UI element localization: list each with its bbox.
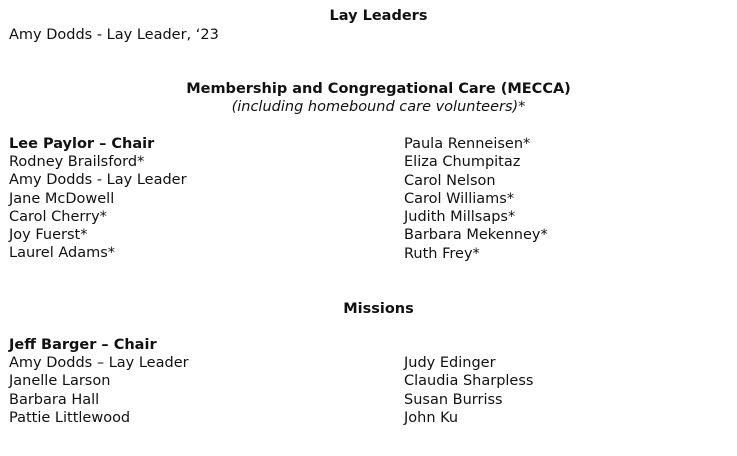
list-item: Carol Nelson <box>404 172 496 189</box>
mecca-left-list <box>9 153 187 263</box>
lay-leaders-heading: Lay Leaders <box>329 8 428 24</box>
list-item: Laurel Adams* <box>9 245 116 262</box>
list-item: Jane McDowell <box>9 190 115 207</box>
list-item: Joy Fuerst* <box>9 227 88 244</box>
mecca-right-list <box>404 135 548 263</box>
mecca-heading: Membership and Congregational Care (MECCA) <box>186 81 571 97</box>
mecca-subtitle: (including homebound care volunteers)* <box>231 99 526 115</box>
missions-right-list <box>404 354 533 427</box>
list-item: Susan Burriss <box>404 391 503 408</box>
list-item: Barbara Mekenney* <box>404 227 548 244</box>
list-item: Amy Dodds - Lay Leader <box>9 172 187 189</box>
list-item: Carol Cherry* <box>9 208 107 225</box>
list-item: Amy Dodds – Lay Leader <box>9 355 189 371</box>
missions-heading: Missions <box>343 301 414 317</box>
list-item: Claudia Sharpless <box>404 373 534 390</box>
list-item: Rodney Brailsford* <box>9 154 145 170</box>
list-item: Janelle Larson <box>9 373 111 390</box>
list-item: Paula Renneisen* <box>404 136 531 152</box>
missions-left-list <box>9 354 189 427</box>
missions-chair: Jeff Barger – Chair <box>9 337 157 353</box>
list-item: Judy Edinger <box>404 355 496 371</box>
list-item: John Ku <box>404 409 459 426</box>
list-item: Barbara Hall <box>9 391 100 408</box>
list-item: Ruth Frey* <box>404 245 480 262</box>
list-item: Carol Williams* <box>404 190 515 207</box>
mecca-chair: Lee Paylor – Chair <box>9 136 155 152</box>
lay-leader-entry: Amy Dodds - Lay Leader, ‘23 <box>9 27 219 43</box>
list-item: Eliza Chumpitaz <box>404 154 521 171</box>
list-item: Pattie Littlewood <box>9 409 131 426</box>
list-item: Judith Millsaps* <box>404 209 516 226</box>
